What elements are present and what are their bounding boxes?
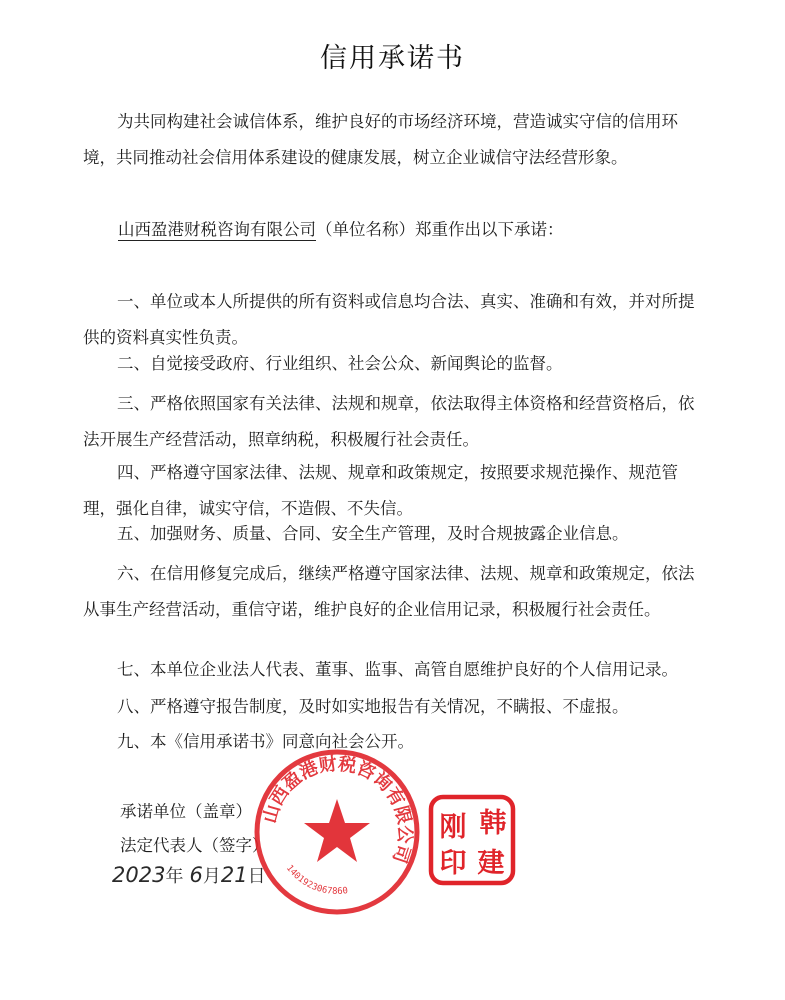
signature-rep-label: 法定代表人（签字） <box>120 836 269 855</box>
company-seal-number: 1401923067860 <box>283 863 349 898</box>
date-year-unit: 年 <box>165 866 184 887</box>
signature-unit-label: 承诺单位（盖章） <box>120 802 252 821</box>
commitment-item-3: 三、严格依照国家有关法律、法规和规章，依法取得主体资格和经营资格后，依法开展生产经营活动，照章纳税，积极履行社会责任。 <box>83 394 695 449</box>
seal-char-3: 建 <box>477 848 505 879</box>
commitment-item-2: 二、自觉接受政府、行业组织、社会公众、新闻舆论的监督。 <box>117 354 563 373</box>
date-year: 2023 <box>112 863 166 887</box>
svg-text:1401923067860 <box>284 863 349 897</box>
company-seal <box>252 747 422 917</box>
commitment-item-8: 八、严格遵守报告制度，及时如实地报告有关情况，不瞒报、不虚报。 <box>117 697 629 716</box>
date-day-unit: 日 <box>247 866 266 887</box>
date-day: 21 <box>220 863 248 887</box>
company-declaration <box>118 212 718 248</box>
company-suffix: （单位名称）郑重作出以下承诺： <box>316 220 564 239</box>
seal-char-2: 刚 <box>439 812 467 843</box>
commitment-item-9: 九、本《信用承诺书》同意向社会公开。 <box>117 732 414 751</box>
personal-seal <box>428 794 516 886</box>
intro-paragraph: 为共同构建社会诚信体系，维护良好的市场经济环境，营造诚实守信的信用环境，共同推动社会信用体系建设的健康发展，树立企业诚信守法经营形象。 <box>83 112 678 167</box>
date-month-unit: 月 <box>202 866 221 887</box>
company-seal-text: 山西盈港财税咨询有限公司 <box>259 753 416 866</box>
commitment-item-7: 七、本单位企业法人代表、董事、监事、高管自愿维护良好的个人信用记录。 <box>117 660 678 679</box>
seal-char-1: 韩 <box>479 808 507 839</box>
company-name: 山西盈港财税咨询有限公司 <box>118 220 316 239</box>
signing-date <box>112 862 266 888</box>
seal-star-icon <box>304 799 370 862</box>
document-title: 信用承诺书 <box>320 43 465 74</box>
commitment-item-4: 四、严格遵守国家法律、法规、规章和政策规定，按照要求规范操作、规范管理，强化自律，诚实守信，不造假、不失信。 <box>83 463 678 518</box>
date-month: 6 <box>189 863 203 887</box>
commitment-item-5: 五、加强财务、质量、合同、安全生产管理，及时合规披露企业信息。 <box>117 524 629 543</box>
commitment-item-1: 一、单位或本人所提供的所有资料或信息均合法、真实、准确和有效，并对所提供的资料真实性负责。 <box>83 292 695 347</box>
commitment-item-6: 六、在信用修复完成后，继续严格遵守国家法律、法规、规章和政策规定，依法从事生产经营活动，重信守诺，维护良好的企业信用记录，积极履行社会责任。 <box>83 564 695 619</box>
seal-char-4: 印 <box>439 848 467 879</box>
